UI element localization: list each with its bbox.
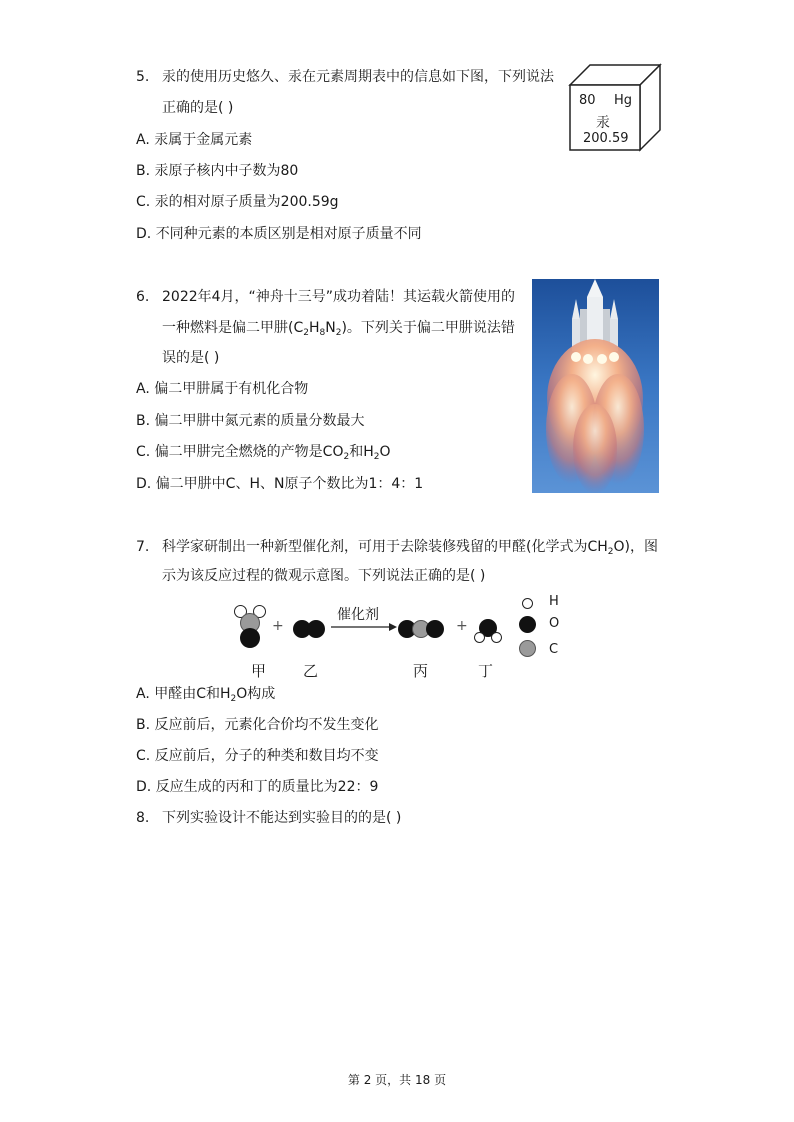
label-ding: 丁 <box>478 662 494 680</box>
q5-stem-line2: 正确的是( ) <box>162 100 234 116</box>
o-atom <box>240 628 260 648</box>
reaction-arrow <box>331 622 397 632</box>
q7-option-a: A. 甲醛由C和$H_2O$构成 <box>136 686 276 704</box>
q6-option-b: B. 偏二甲肼中氮元素的质量分数最大 <box>136 413 365 429</box>
rocket-launch-image <box>532 279 659 493</box>
q5-option-a: A. 汞属于金属元素 <box>136 132 253 148</box>
element-card-mercury <box>568 62 663 154</box>
q7-stem-line2: 示为该反应过程的微观示意图。下列说法正确的是( ) <box>162 568 486 584</box>
element-atomic-number: 80 <box>579 93 596 108</box>
legend-o-label: O <box>549 616 560 631</box>
o-atom <box>307 620 325 638</box>
q5-stem-line1: 汞的使用历史悠久、汞在元素周期表中的信息如下图，下列说法 <box>162 69 554 85</box>
q6-number: 6. <box>136 289 150 305</box>
page-footer: 第 2 页，共 18 页 <box>347 1073 447 1087</box>
q6-stem-line3: 误的是( ) <box>162 350 220 366</box>
q6-stem-line2: 一种燃料是偏二甲肼$(C_2H_8N_2)$。下列关于偏二甲肼说法错 <box>162 320 515 338</box>
q8-stem: 下列实验设计不能达到实验目的的是( ) <box>162 810 402 826</box>
label-yi: 乙 <box>303 662 319 680</box>
legend-o-atom <box>519 616 536 633</box>
element-mass: 200.59 <box>583 131 629 146</box>
plus-sign: + <box>272 618 284 634</box>
legend-c-atom <box>519 640 536 657</box>
q7-option-c: C. 反应前后，分子的种类和数目均不变 <box>136 748 379 764</box>
q7-option-b: B. 反应前后，元素化合价均不发生变化 <box>136 717 379 733</box>
q5-option-b: B. 汞原子核内中子数为80 <box>136 163 299 179</box>
q8-number: 8. <box>136 810 150 826</box>
q6-option-c: C. 偏二甲肼完全燃烧的产物是$CO_2$和$H_2O$ <box>136 444 391 462</box>
q5-option-c: C. 汞的相对原子质量为200.59g <box>136 194 339 210</box>
o-atom <box>426 620 444 638</box>
q7-option-d: D. 反应生成的丙和丁的质量比为22：9 <box>136 779 379 795</box>
reaction-diagram <box>225 594 605 684</box>
legend-c-label: C <box>549 642 559 657</box>
element-symbol: Hg <box>614 93 633 108</box>
catalyst-label: 催化剂 <box>337 607 379 623</box>
q7-stem-line1: 科学家研制出一种新型催化剂，可用于去除装修残留的甲醛(化学式为$CH_2O$)，图 <box>162 539 658 557</box>
q6-option-d: D. 偏二甲肼中C、H、N原子个数比为1：4：1 <box>136 476 424 492</box>
q5-option-d: D. 不同种元素的本质区别是相对原子质量不同 <box>136 226 422 242</box>
q7-number: 7. <box>136 539 150 555</box>
legend-h-atom <box>522 598 533 609</box>
label-bing: 丙 <box>413 662 429 680</box>
h-atom <box>491 632 502 643</box>
h-atom <box>474 632 485 643</box>
plus-sign: + <box>456 618 468 634</box>
element-name: 汞 <box>596 115 610 131</box>
q6-stem-line1: 2022年4月，“神舟十三号”成功着陆！其运载火箭使用的 <box>162 289 516 305</box>
q5-number: 5. <box>136 69 150 85</box>
q6-option-a: A. 偏二甲肼属于有机化合物 <box>136 381 309 397</box>
legend-h-label: H <box>549 594 559 609</box>
label-jia: 甲 <box>251 662 267 680</box>
